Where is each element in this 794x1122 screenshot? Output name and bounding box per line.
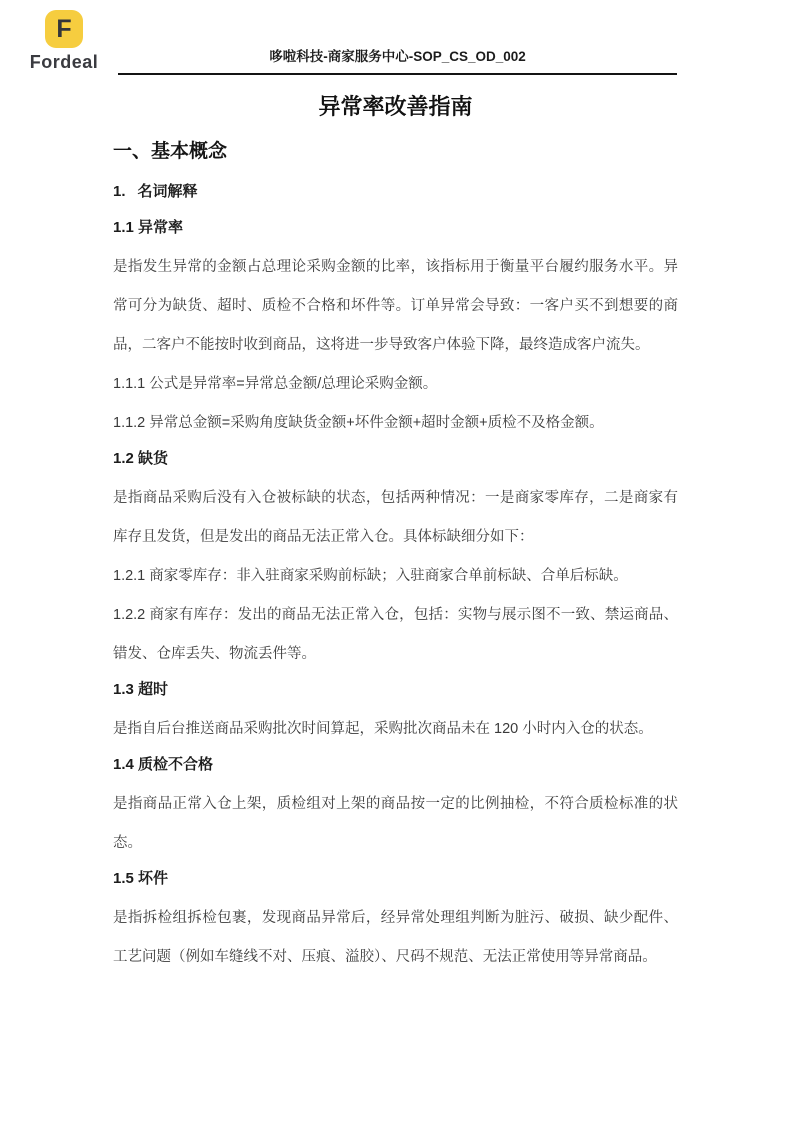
brand-wordmark: Fordeal	[29, 52, 99, 72]
paragraph-timeout-definition: 是指自后台推送商品采购批次时间算起，采购批次商品未在 120 小时内入仓的状态。	[113, 721, 653, 737]
paragraph-1-2-1-zero-inventory: 1.2.1 商家零库存：非入驻商家采购前标缺；入驻商家合单前标缺、合单后标缺。	[113, 568, 628, 584]
heading-1-3-timeout: 1.3 超时	[113, 681, 169, 698]
subsection-heading-glossary	[113, 180, 678, 204]
paragraph-1-1-2-total-amount: 1.1.2 异常总金额=采购角度缺货金额+坏件金额+超时金额+质检不及格金额。	[113, 415, 604, 431]
paragraph-1-2-2-has-inventory: 1.2.2 商家有库存：发出的商品无法正常入仓，包括：实物与展示图不一致、禁运商品、错发、仓库丢失、物流丢件等。	[113, 607, 678, 662]
paragraph-abnormal-rate-definition: 是指发生异常的金额占总理论采购金额的比率，该指标用于衡量平台履约服务水平。异常可分为缺货、超时、质检不合格和坏件等。订单异常会导致：一客户买不到想要的商品，二客户不能按时收到商品，这将进一步导致客户体验下降，最终造成客户流失。	[113, 259, 678, 353]
subsection-label: 名词解释	[137, 183, 198, 200]
paragraph-damaged-definition: 是指拆检组拆检包裹，发现商品异常后，经异常处理组判断为脏污、破损、缺少配件、工艺问题（例如车缝线不对、压痕、溢胶）、尺码不规范、无法正常使用等异常商品。	[113, 910, 678, 965]
heading-1-4-qc-fail: 1.4 质检不合格	[113, 756, 214, 773]
fordeal-logo-icon	[45, 10, 83, 48]
paragraph-qc-fail-definition: 是指商品正常入仓上架，质检组对上架的商品按一定的比例抽检，不符合质检标准的状态。	[113, 796, 678, 851]
logo-letter: F	[56, 14, 72, 43]
brand-logo	[25, 10, 103, 73]
heading-1-5-damaged: 1.5 坏件	[113, 870, 169, 887]
document-content	[113, 92, 678, 977]
doc-code: 哆啦科技-商家服务中心-SOP_CS_OD_002	[269, 49, 526, 64]
subsection-number: 1.	[113, 183, 126, 200]
section-heading-basic-concepts: 一、基本概念	[113, 141, 228, 162]
heading-1-1-abnormal-rate: 1.1 异常率	[113, 219, 184, 236]
paragraph-1-1-1-formula: 1.1.1 公式是异常率=异常总金额/总理论采购金额。	[113, 376, 438, 392]
paragraph-stockout-definition: 是指商品采购后没有入仓被标缺的状态，包括两种情况：一是商家零库存，二是商家有库存且发货，但是发出的商品无法正常入仓。具体标缺细分如下：	[113, 490, 678, 545]
running-header	[118, 48, 677, 75]
heading-1-2-stockout: 1.2 缺货	[113, 450, 169, 467]
page-title: 异常率改善指南	[318, 94, 473, 119]
